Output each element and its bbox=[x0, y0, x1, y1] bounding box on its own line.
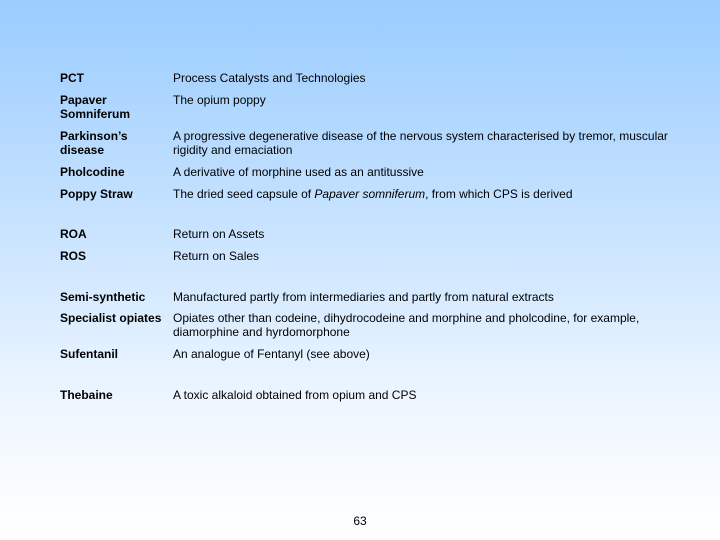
glossary-term: Specialist opiates bbox=[60, 311, 162, 325]
definition-text: The dried seed capsule of bbox=[173, 187, 315, 201]
glossary-term: Parkinson’s disease bbox=[60, 129, 128, 157]
glossary-definition: Manufactured partly from intermediaries and partly from natural extracts bbox=[173, 290, 554, 304]
glossary-definition: A progressive degenerative disease of the nervous system characterised by tremor, muscular rigidity and emaciation bbox=[173, 129, 668, 157]
glossary-definition: Opiates other than codeine, dihydrocodeine and morphine and pholcodine, for example, diamorphine and hyrdomorphone bbox=[173, 311, 640, 339]
glossary-term: Sufentanil bbox=[60, 347, 119, 361]
glossary-definition: The opium poppy bbox=[173, 93, 266, 107]
definition-italic-text: Papaver somniferum bbox=[314, 187, 426, 201]
page-number: 63 bbox=[353, 514, 367, 528]
glossary-term: PCT bbox=[60, 71, 84, 85]
glossary-term: ROA bbox=[60, 227, 87, 241]
glossary-definition bbox=[173, 187, 673, 201]
glossary-definition: Return on Sales bbox=[173, 249, 260, 263]
glossary-term: ROS bbox=[60, 249, 87, 263]
glossary-definition: An analogue of Fentanyl (see above) bbox=[173, 347, 370, 361]
glossary-term: Semi-synthetic bbox=[60, 290, 146, 304]
glossary-term: Thebaine bbox=[60, 388, 113, 402]
glossary-term: Poppy Straw bbox=[60, 187, 133, 201]
glossary-term: Pholcodine bbox=[60, 165, 125, 179]
glossary-definition: A derivative of morphine used as an antitussive bbox=[173, 165, 424, 179]
glossary-term: Papaver Somniferum bbox=[60, 93, 131, 121]
glossary-definition: Process Catalysts and Technologies bbox=[173, 71, 366, 85]
definition-text: , from which CPS is derived bbox=[425, 187, 573, 201]
glossary-definition: A toxic alkaloid obtained from opium and CPS bbox=[173, 388, 417, 402]
glossary-definition: Return on Assets bbox=[173, 227, 265, 241]
